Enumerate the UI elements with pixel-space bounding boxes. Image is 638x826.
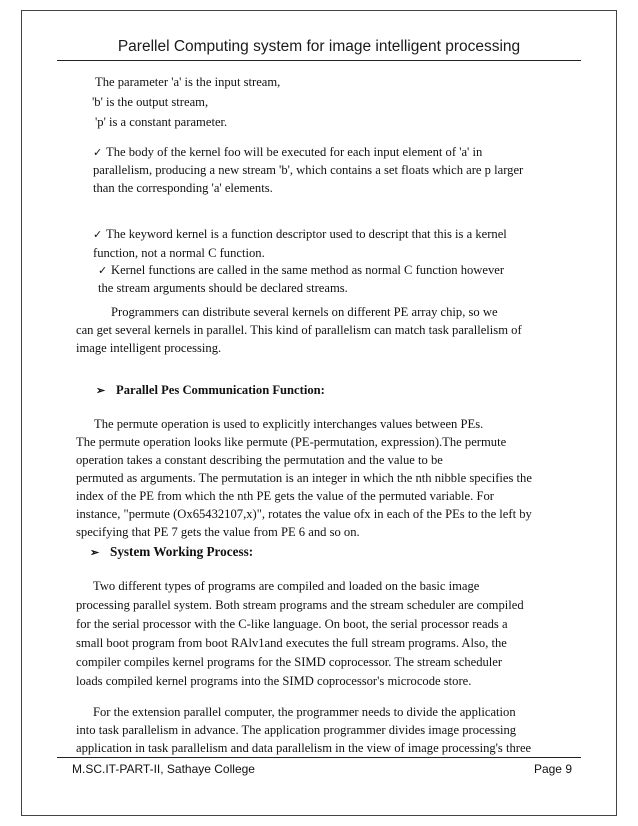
bullet-body-kernel-line-1: The body of the kernel foo will be executed for each input element of 'a' in <box>106 145 483 159</box>
header-divider <box>57 60 581 61</box>
bullet-kernel-functions-line-2: the stream arguments should be declared streams. <box>98 281 348 295</box>
para-programmers-line-2: can get several kernels in parallel. This kind of parallelism can match task parallelism of <box>76 323 522 337</box>
para-working-line-1: Two different types of programs are compiled and loaded on the basic image <box>93 579 480 593</box>
para-permute-line-4: permuted as arguments. The permutation is an integer in which the nth nibble specifies the <box>76 471 532 485</box>
bullet-keyword-kernel <box>93 228 507 241</box>
para-permute-line-5: index of the PE from which the nth PE gets the value of the permuted variable. For <box>76 489 494 503</box>
para-extension-line-1: For the extension parallel computer, the programmer needs to divide the application <box>93 705 516 719</box>
bullet-keyword-kernel-line-2: function, not a normal C function. <box>93 246 265 260</box>
para-programmers-line-3: image intelligent processing. <box>76 341 222 355</box>
para-working-line-5: compiler compiles kernel programs for the SIMD coprocessor. The stream scheduler <box>76 655 503 669</box>
param-line-a: The parameter 'a' is the input stream, <box>95 75 281 89</box>
arrow-bullet-icon: ➢ <box>96 385 106 397</box>
bullet-kernel-functions <box>98 264 504 277</box>
arrow-bullet-icon: ➢ <box>90 547 100 559</box>
param-line-b: 'b' is the output stream, <box>92 95 209 109</box>
check-icon: ✓ <box>98 265 108 277</box>
para-programmers-line-1: Programmers can distribute several kernels on different PE array chip, so we <box>111 305 498 319</box>
footer-page-number: Page 9 <box>533 762 572 776</box>
section-heading-communication-text: Parallel Pes Communication Function: <box>116 383 325 397</box>
footer-divider <box>57 757 581 758</box>
section-heading-working-process-text: System Working Process: <box>110 544 254 559</box>
para-permute-line-2: The permute operation looks like permute (PE-permutation, expression).The permute <box>76 435 507 449</box>
bullet-body-kernel <box>93 146 482 159</box>
check-icon: ✓ <box>93 229 103 241</box>
para-extension-line-3: application in task parallelism and data parallelism in the view of image processing's three <box>76 741 532 755</box>
para-permute-line-6: instance, "permute (Ox65432107,x)", rotates the value ofx in each of the PEs to the left by <box>76 507 532 521</box>
section-heading-working-process <box>90 545 253 559</box>
para-permute-line-3: operation takes a constant describing the permutation and the value to be <box>76 453 443 467</box>
param-line-p: 'p' is a constant parameter. <box>95 115 228 129</box>
check-icon: ✓ <box>93 147 103 159</box>
bullet-kernel-functions-line-1: Kernel functions are called in the same method as normal C function however <box>111 263 505 277</box>
para-extension-line-2: into task parallelism in advance. The application programmer divides image processing <box>76 723 517 737</box>
section-heading-communication <box>96 384 325 397</box>
footer-college: M.SC.IT-PART-II, Sathaye College <box>72 762 255 776</box>
para-working-line-3: for the serial processor with the C-like language. On boot, the serial processor reads a <box>76 617 508 631</box>
page-header-title: Parellel Computing system for image intelligent processing <box>117 38 521 55</box>
para-working-line-6: loads compiled kernel programs into the SIMD coprocessor's microcode store. <box>76 674 472 688</box>
para-working-line-4: small boot program from boot RAlv1and executes the full stream programs. Also, the <box>76 636 507 650</box>
bullet-body-kernel-line-2: parallelism, producing a new stream 'b', which contains a set floats which are p larger <box>93 163 524 177</box>
para-working-line-2: processing parallel system. Both stream programs and the stream scheduler are compiled <box>76 598 524 612</box>
para-permute-line-1: The permute operation is used to explicitly interchanges values between PEs. <box>94 417 484 431</box>
bullet-body-kernel-line-3: than the corresponding 'a' elements. <box>93 181 273 195</box>
page-border <box>21 10 617 816</box>
bullet-keyword-kernel-line-1: The keyword kernel is a function descriptor used to descript that this is a kernel <box>106 227 507 241</box>
para-permute-line-7: specifying that PE 7 gets the value from PE 6 and so on. <box>76 525 360 539</box>
